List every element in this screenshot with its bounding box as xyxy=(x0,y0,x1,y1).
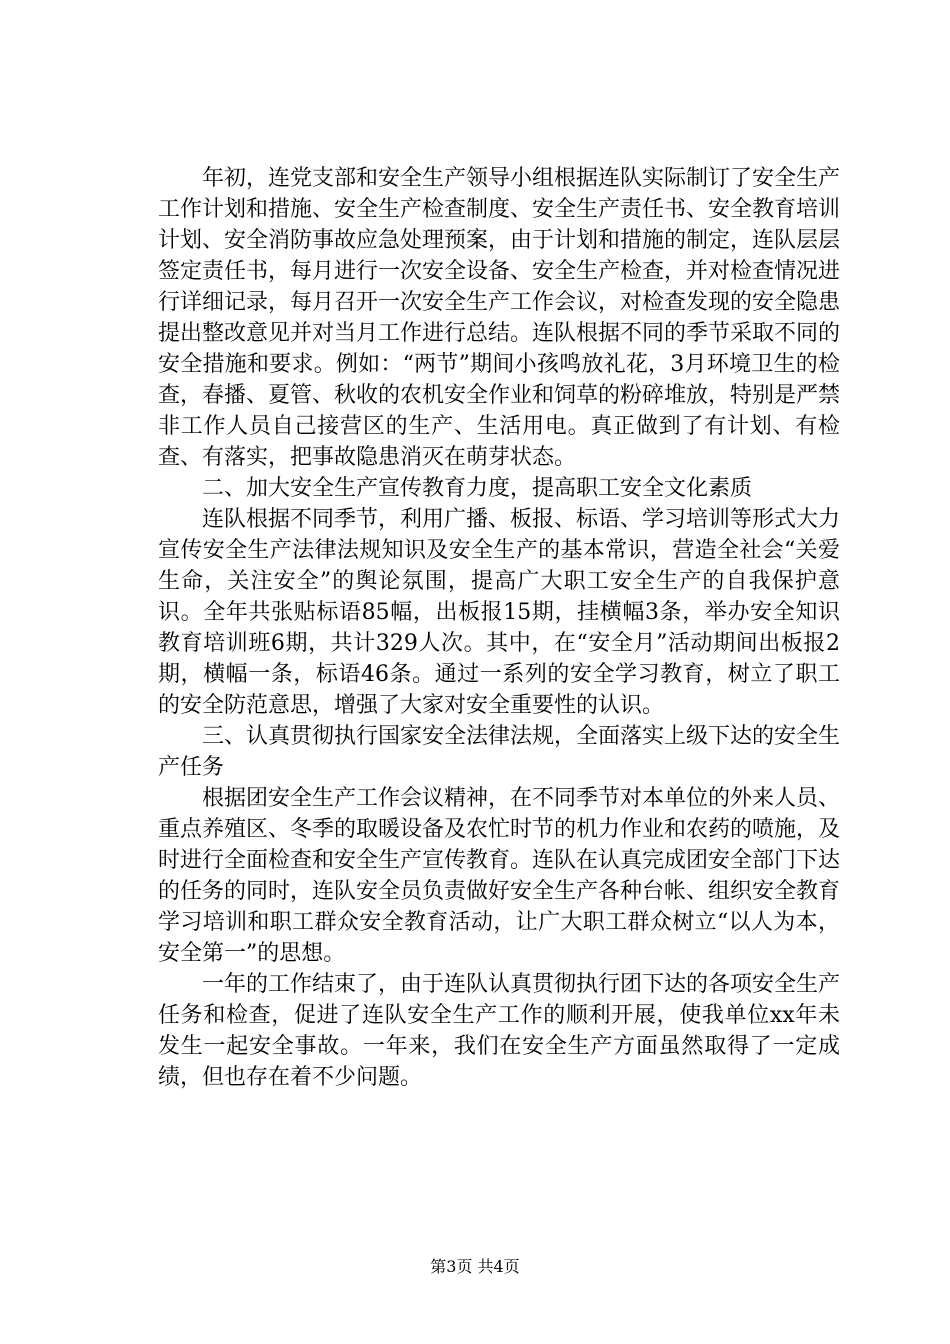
paragraph-summary: 一年的工作结束了，由于连队认真贯彻执行团下达的各项安全生产任务和检查，促进了连队安全生产工作的顺利开展，使我单位xx年未发生一起安全事故。一年来，我们在安全生产方面虽然取得了一定成绩，但也存在着不少问题。 xyxy=(158,972,841,1090)
paragraph-publicity: 连队根据不同季节，利用广播、板报、标语、学习培训等形式大力宣传安全生产法律法规知识及安全生产的基本常识，营造全社会“关爱生命，关注安全”的舆论氛围，提高广大职工安全生产的自我保护意识。全年共张贴标语85幅，出板报15期，挂横幅3条，举办安全知识教育培训班6期，共计329人次。其中，在“安全月”活动期间出板报2期，横幅一条，标语46条。通过一系列的安全学习教育，树立了职工的安全防范意思，增强了大家对安全重要性的认识。 xyxy=(158,507,841,718)
section-heading-2: 二、加大安全生产宣传教育力度，提高职工安全文化素质 xyxy=(202,476,753,501)
paragraph-implementation: 根据团安全生产工作会议精神，在不同季节对本单位的外来人员、重点养殖区、冬季的取暖设备及农忙时节的机力作业和农药的喷施，及时进行全面检查和安全生产宣传教育。连队在认真完成团安全部门下达的任务的同时，连队安全员负责做好安全生产各种台帐、组织安全教育学习培训和职工群众安全教育活动，让广大职工群众树立“以人为本，安全第一”的思想。 xyxy=(158,786,841,966)
document-body xyxy=(158,163,840,1093)
section-heading-3: 三、认真贯彻执行国家安全法律法规，全面落实上级下达的安全生产任务 xyxy=(158,724,841,780)
page-footer: 第3页 共4页 xyxy=(430,1257,520,1276)
paragraph-planning: 年初，连党支部和安全生产领导小组根据连队实际制订了安全生产工作计划和措施、安全生产检查制度、安全生产责任书、安全教育培训计划、安全消防事故应急处理预案，由于计划和措施的制定，连队层层签定责任书，每月进行一次安全设备、安全生产检查，并对检查情况进行详细记录，每月召开一次安全生产工作会议，对检查发现的安全隐患提出整改意见并对当月工作进行总结。连队根据不同的季节采取不同的安全措施和要求。例如：“两节”期间小孩鸣放礼花，3月环境卫生的检查，春播、夏管、秋收的农机安全作业和饲草的粉碎堆放，特别是严禁非工作人员自己接营区的生产、生活用电。真正做到了有计划、有检查、有落实，把事故隐患消灭在萌芽状态。 xyxy=(158,166,841,470)
